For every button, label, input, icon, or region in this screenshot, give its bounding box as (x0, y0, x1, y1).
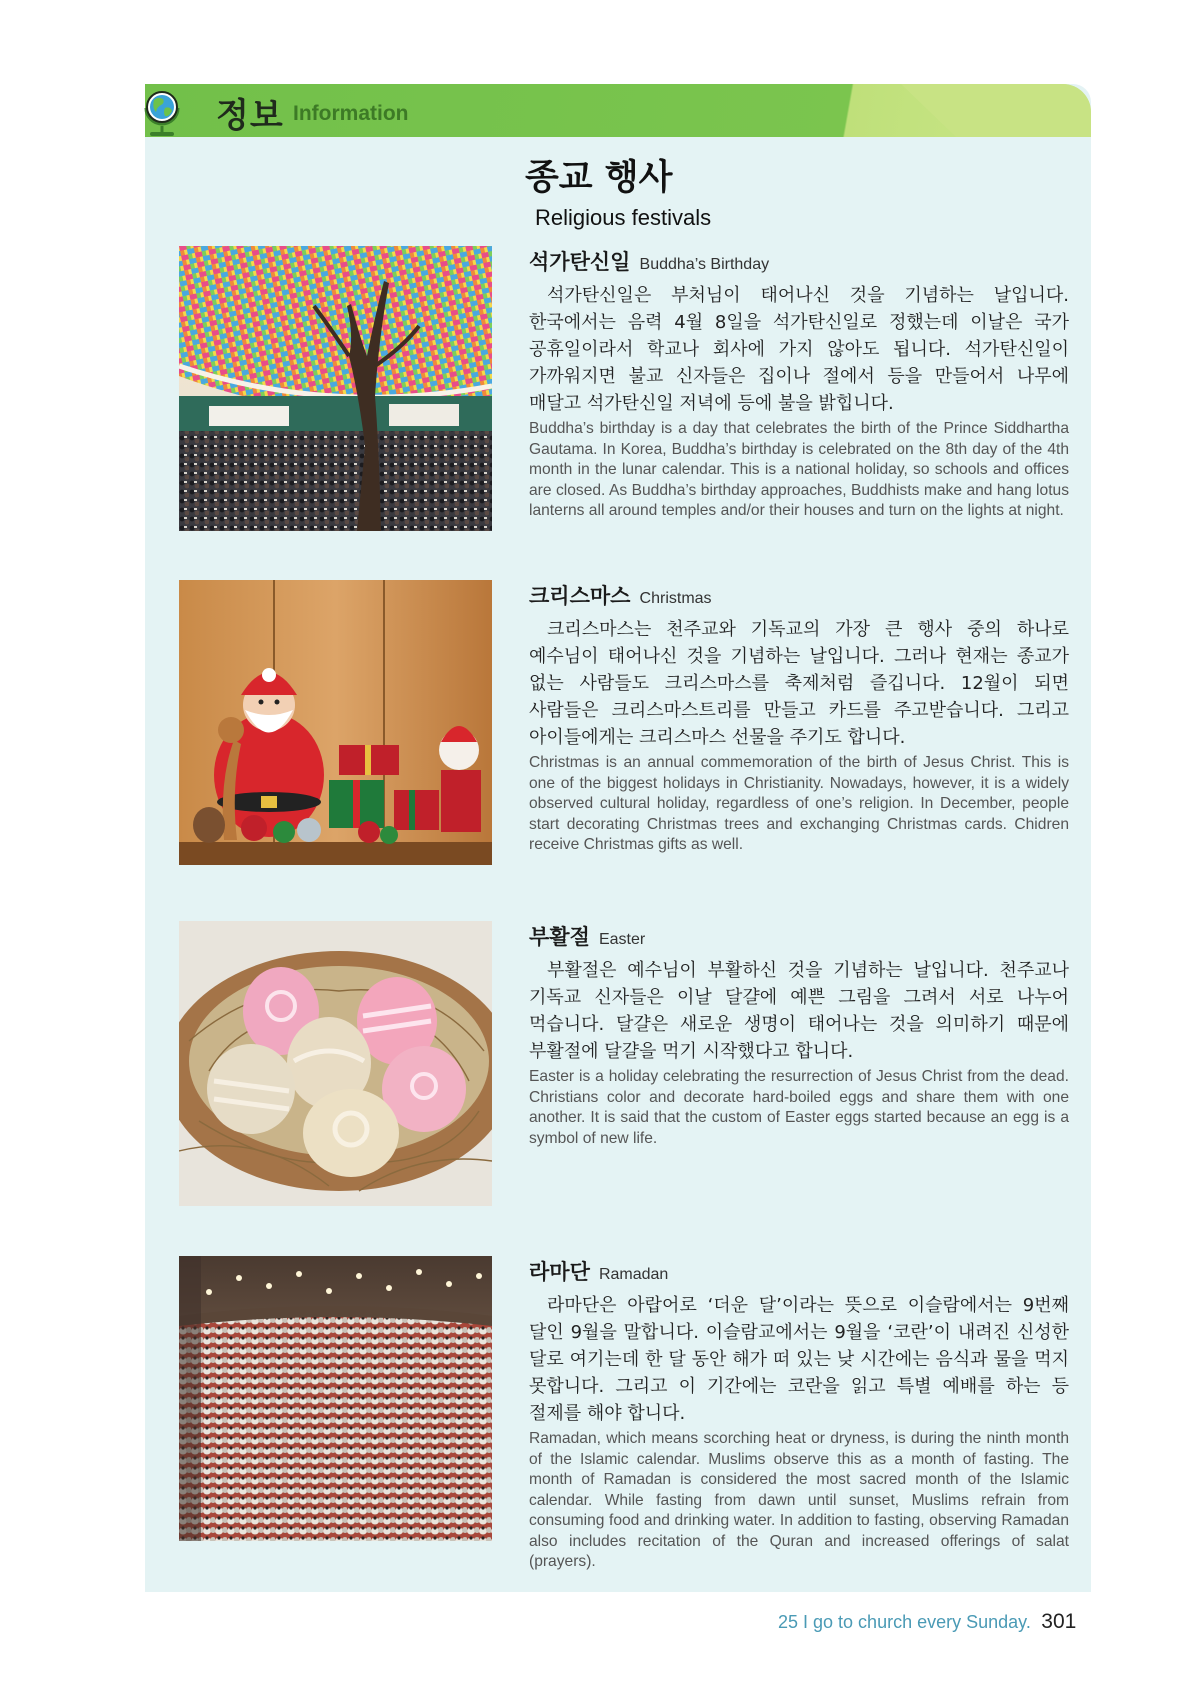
header-label-en: Information (293, 102, 409, 125)
section-title-en: Easter (598, 931, 646, 948)
page-footer (778, 1610, 1076, 1634)
section-title-en: Christmas (639, 590, 712, 607)
section-title-en: Buddha’s Birthday (639, 256, 770, 273)
chapter-title: 25 I go to church every Sunday. (778, 1612, 1031, 1632)
section-body-ko: 라마단은 아랍어로 ‘더운 달’이라는 뜻으로 이슬람에서는 9번째 달인 9월을 말합니다. 이슬람교에서는 9월을 ‘코란’이 내려진 신성한 달로 여기는데 한 달 동안 해가 떠 있는 낮 시간에는 음식과 물을 먹지 못합니다. 그리고 이 기간에는 코란을 읽고 특별 예배를 하는 등 절제를 해야 합니다. (529, 1295, 1069, 1424)
section-body-en: Buddha’s birthday is a day that celebrates the birth of the Prince Siddhartha Gautama. In Korea, Buddha’s birthday is celebrated on the 8th day of the 4th month in the lunar calendar. This is a national holiday, so schools and offices are closed. As Buddha’s birthday approaches, Buddhists make and hang lotus lanterns all around temples and/or their houses and turn on the lights at night. (529, 420, 1069, 519)
section-title-en: Ramadan (598, 1266, 669, 1283)
ramadan-prayer-photo (179, 1256, 492, 1541)
section-body-ko: 부활절은 예수님이 부활하신 것을 기념하는 날입니다. 천주교나 기독교 신자들은 이날 달걀에 예쁜 그림을 그려서 서로 나누어 먹습니다. 달걀은 새로운 생명이 태어나는 것을 의미하기 때문에 부활절에 달걀을 먹기 시작했다고 합니다. (529, 960, 1069, 1062)
section-header-bar (145, 84, 1091, 137)
section-text (529, 921, 1069, 1149)
header-label-ko: 정보 (216, 96, 284, 136)
page-number: 301 (1041, 1610, 1077, 1633)
section-text (529, 246, 1069, 522)
section-title-ko: 라마단 (529, 1260, 590, 1284)
section-heading (529, 1256, 1069, 1286)
section-title-ko: 석가탄신일 (529, 250, 631, 274)
section-title-ko: 크리스마스 (529, 584, 631, 608)
section-body-en: Christmas is an annual commemoration of the birth of Jesus Christ. This is one of the biggest holidays in Christianity. Nowadays, however, it is a widely observed cultural holiday, regardless of one’s religion. In December, people start decorating Christmas trees and exchanging Christmas cards. Chidren receive Christmas gifts as well. (529, 754, 1069, 853)
page-title-en: Religious festivals (535, 205, 712, 230)
section-text (529, 1256, 1069, 1573)
globe-icon (140, 86, 184, 138)
section-heading (529, 921, 1069, 951)
section-body-en: Ramadan, which means scorching heat or dryness, is during the ninth month of the Islamic calendar. Muslims observe this as a month of fasting. The month of Ramadan is considered the most sacred month of the Islamic calendar. While fasting from dawn until sunset, Muslims refrain from consuming food and drinking water. In addition to fasting, observing Ramadan also includes recitation of the Quran and increased offerings of salat (prayers). (529, 1430, 1069, 1570)
lantern-festival-photo (179, 246, 492, 531)
christmas-decor-photo (179, 580, 492, 865)
section-body-ko: 석가탄신일은 부처님이 태어나신 것을 기념하는 날입니다. 한국에서는 음력 4월 8일을 석가탄신일로 정했는데 이날은 국가 공휴일이라서 학교나 회사에 가지 않아도 됩니다. 석가탄신일이 가까워지면 불교 신자들은 집이나 절에서 등을 만들어서 나무에 매달고 석가탄신일 저녁에 등에 불을 밝힙니다. (529, 285, 1069, 414)
section-heading (529, 246, 1069, 276)
header-stripe (901, 84, 1091, 137)
section-text (529, 580, 1069, 856)
section-body-ko: 크리스마스는 천주교와 기독교의 가장 큰 행사 중의 하나로 예수님이 태어나신 것을 기념하는 날입니다. 그러나 현재는 종교가 없는 사람들도 크리스마스를 축제처럼 즐깁니다. 12월이 되면 사람들은 크리스마스트리를 만들고 카드를 주고받습니다. 그리고 아이들에게는 크리스마스 선물을 주기도 합니다. (529, 619, 1069, 748)
section-body-en: Easter is a holiday celebrating the resurrection of Jesus Christ from the dead. Christians color and decorate hard-boiled eggs and share them with one another. It is said that the custom of Easter eggs started because an egg is a symbol of new life. (529, 1068, 1069, 1147)
section-heading (529, 580, 1069, 610)
easter-eggs-photo (179, 921, 492, 1206)
section-title-ko: 부활절 (529, 925, 590, 949)
page-title-ko: 종교 행사 (525, 158, 673, 198)
